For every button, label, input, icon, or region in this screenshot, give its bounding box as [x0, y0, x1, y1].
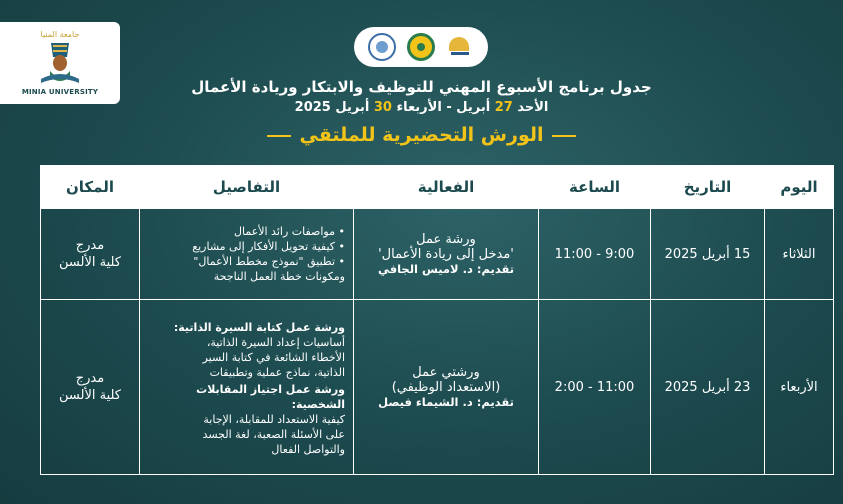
detail-heading: ورشة عمل كتابة السيرة الذاتية:: [173, 320, 345, 334]
row-date: 23 أبريل 2025: [651, 300, 765, 475]
header-place: المكان: [41, 166, 140, 209]
detail-line: أساسيات إعداد السيرة الذاتية،: [206, 335, 345, 349]
partner-logo-icon: [446, 33, 474, 61]
date-day2: 30: [373, 100, 392, 115]
detail-heading: ورشة عمل اجتياز المقابلات الشخصية:: [196, 382, 345, 411]
date-prefix: الأحد: [517, 100, 549, 115]
place-line: كلية الألسن: [59, 388, 121, 403]
place-line: مدرج: [75, 371, 105, 386]
place-line: مدرج: [75, 238, 105, 253]
section-subtitle: [0, 124, 843, 146]
page-title: جدول برنامج الأسبوع المهني للتوظيف والابتكار وريادة الأعمال: [191, 78, 652, 96]
detail-line: والتواصل الفعال: [271, 442, 345, 456]
place-line: كلية الألسن: [59, 255, 121, 270]
row-date: 15 أبريل 2025: [651, 209, 765, 300]
row-day: الثلاثاء: [765, 209, 834, 300]
divider: [267, 135, 291, 137]
row-place: [41, 300, 140, 475]
partner-logo-icon: [407, 33, 435, 61]
detail-line: • تطبيق "نموذج مخطط الأعمال": [193, 255, 345, 268]
detail-line: الأخطاء الشائعة في كتابة السير: [202, 350, 345, 364]
header-date: التاريخ: [651, 166, 765, 209]
table-row: [41, 300, 834, 475]
event-title: (الاستعداد الوظيفي): [391, 380, 501, 395]
event-type: ورشة عمل: [416, 232, 476, 247]
row-day: الأربعاء: [765, 300, 834, 475]
row-event: [354, 209, 539, 300]
row-time: 11:00 - 2:00: [539, 300, 651, 475]
header-time: الساعة: [539, 166, 651, 209]
header-day: اليوم: [765, 166, 834, 209]
date-middle: أبريل - الأربعاء: [396, 100, 491, 115]
partner-logos: [354, 27, 488, 67]
row-time: 9:00 - 11:00: [539, 209, 651, 300]
university-name: MINIA UNIVERSITY: [21, 88, 99, 96]
date-suffix: أبريل 2025: [294, 100, 370, 115]
detail-line: كيفية الاستعداد للمقابلة، الإجابة: [203, 412, 345, 426]
detail-line: ومكونات خطة العمل الناجحة: [213, 270, 345, 283]
divider: [552, 135, 576, 137]
row-details: [140, 300, 354, 475]
date-day1: 27: [494, 100, 513, 115]
detail-line: الذاتية، نماذج عملية وتطبيقات: [209, 365, 345, 379]
partner-logo-icon: [368, 33, 396, 61]
event-title: 'مدخل إلى ريادة الأعمال': [378, 247, 514, 262]
subtitle-text: الورش التحضيرية للملتقي: [299, 124, 544, 146]
detail-line: على الأسئلة الصعبة، لغة الجسد: [202, 427, 345, 441]
table-row: [41, 209, 834, 300]
event-type: ورشتي عمل: [412, 365, 480, 380]
header-event: الفعالية: [354, 166, 539, 209]
row-event: [354, 300, 539, 475]
row-place: [41, 209, 140, 300]
row-details: [140, 209, 354, 300]
university-name-arabic: جامعة المنيا: [40, 30, 80, 39]
header-details: التفاصيل: [140, 166, 354, 209]
detail-line: • مواصفات رائد الأعمال: [233, 225, 345, 238]
date-range: [0, 100, 843, 115]
schedule-table: [40, 165, 834, 475]
event-presenter: تقديم: د. لاميس الجافي: [377, 262, 515, 276]
event-presenter: تقديم: د. الشيماء فيصل: [378, 395, 514, 409]
table-header-row: [41, 166, 834, 209]
detail-line: • كيفية تحويل الأفكار إلى مشاريع: [192, 240, 345, 253]
